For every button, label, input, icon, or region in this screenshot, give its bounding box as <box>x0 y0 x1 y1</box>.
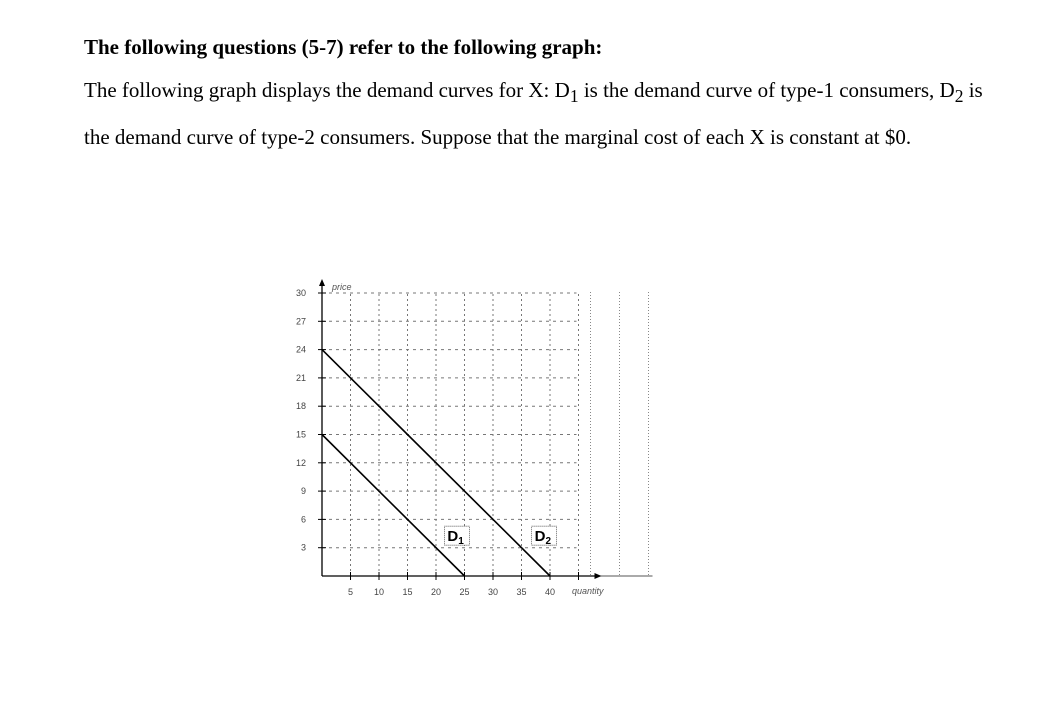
curve-label-d2: $D_2$ <box>534 528 552 548</box>
x-tick-label-10: 10 <box>373 587 385 597</box>
curve-label-d1: $D_1$ <box>447 528 464 548</box>
x-tick-label-15: 15 <box>402 587 413 597</box>
y-tick-label-18: 18 <box>295 401 306 412</box>
demand-curve-d1 <box>322 435 465 577</box>
demand-curves <box>322 350 550 576</box>
x-tick-label-40: 40 <box>544 587 556 597</box>
y-tick-label-15: 15 <box>295 429 306 440</box>
y-tick-label-30: 30 <box>295 288 306 298</box>
tick-labels <box>296 288 555 597</box>
x-tick-label-20: 20 <box>430 587 442 597</box>
question-heading: The following questions (5-7) refer to the following graph: <box>84 35 603 59</box>
subscript-1: 1 <box>569 86 579 107</box>
demand-curve-d2 <box>322 350 550 576</box>
x-tick-label-35: 35 <box>516 587 527 597</box>
x-tick-label-25: 25 <box>459 587 470 597</box>
y-tick-label-27: 27 <box>295 316 306 327</box>
subscript-2: 2 <box>954 86 964 107</box>
x-axis-label: quantity <box>572 586 604 596</box>
x-axis-arrow <box>595 573 602 579</box>
curve-labels <box>444 526 556 547</box>
paragraph-part-1: The following graph displays the demand curves for X: D <box>84 78 570 102</box>
y-axis-arrow <box>319 279 325 286</box>
y-tick-label-24: 24 <box>295 344 306 355</box>
y-tick-label-12: 12 <box>295 457 306 468</box>
y-tick-label-6: 6 <box>300 514 306 525</box>
y-tick-label-21: 21 <box>295 372 306 383</box>
paragraph-part-3: is the demand curve of type-2 consumers. Suppose that the marginal cost of each X is constant at $0. <box>84 78 983 150</box>
y-axis-label: price <box>332 282 352 292</box>
x-tick-label-30: 30 <box>487 587 499 597</box>
y-tick-label-3: 3 <box>300 542 306 553</box>
paragraph-part-2: is the demand curve of type-1 consumers, D <box>578 78 955 102</box>
x-tick-label-5: 5 <box>347 587 354 597</box>
extra-grid-panel <box>587 292 653 576</box>
y-tick-label-9: 9 <box>300 486 306 497</box>
